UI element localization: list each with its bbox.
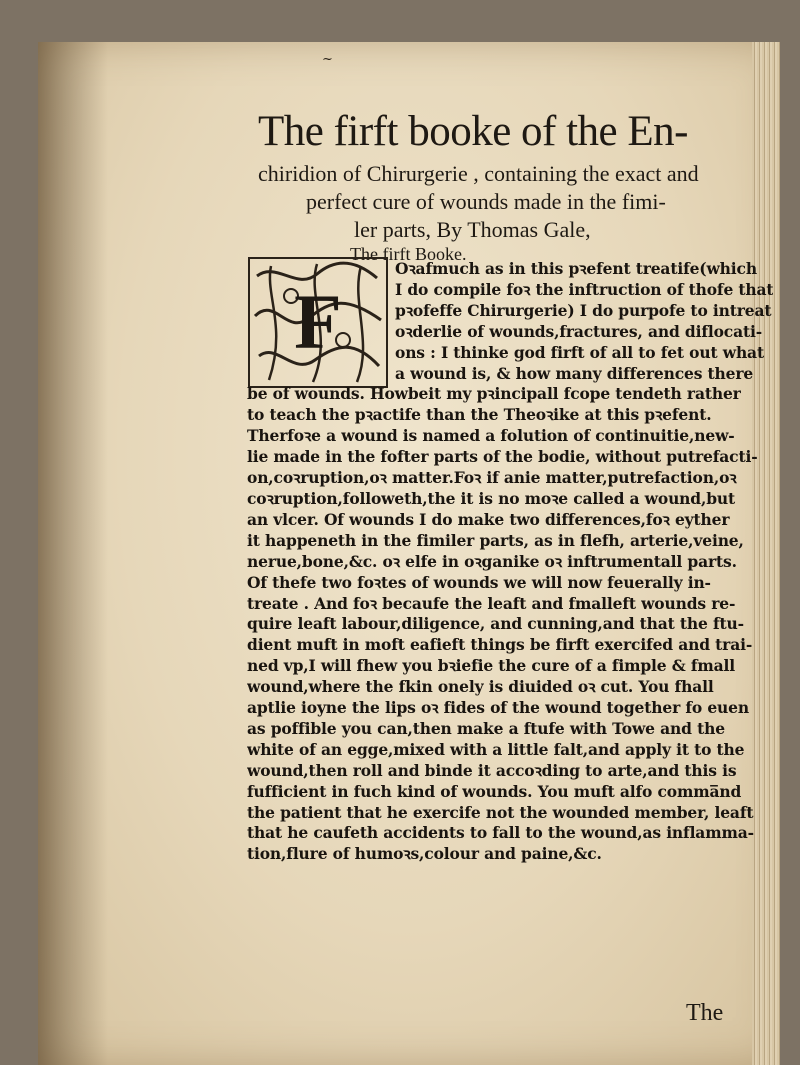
- signature-mark: ~: [322, 52, 333, 67]
- catchword: The: [686, 1000, 724, 1026]
- text-line: as poffible you can,then make a ftufe with Towe and the: [247, 718, 725, 738]
- text-line: be of wounds. Howbeit my pꝛincipall fcope tendeth rather: [247, 384, 741, 404]
- text-line: lie made in the fofter parts of the bodie, without putrefacti-: [247, 447, 758, 467]
- text-line: to teach the pꝛactife than the Theoꝛike at this pꝛefent.: [247, 405, 712, 425]
- text-line: oꝛderlie of wounds,fractures, and diflocati-: [395, 321, 762, 341]
- text-line: pꝛofeffe Chirurgerie) I do purpofe to intreat: [395, 300, 772, 320]
- text-line: that he caufeth accidents to fall to the wound,as inflamma-: [247, 823, 754, 843]
- text-line: ned vp,I will fhew you bꝛiefie the cure of a fimple & fmall: [247, 656, 735, 676]
- initial-letter: F: [294, 278, 342, 365]
- text-line: Of thefe two foꝛtes of wounds we will now feuerally in-: [247, 572, 711, 592]
- text-line: the patient that he exercife not the wounded member, leaft: [247, 802, 754, 822]
- text-line: a wound is, & how many differences there: [395, 363, 754, 383]
- text-line: it happeneth in the fimiler parts, as in flefh, arterie,veine,: [247, 530, 744, 550]
- text-line: wound,where the fkin onely is diuided oꝛ cut. You fhall: [247, 677, 714, 697]
- text-line: quire leaft labour,diligence, and cunning,and that the ftu-: [247, 614, 744, 634]
- heading-line-4: ler parts, By Thomas Gale,: [354, 217, 591, 242]
- text-line: I do compile foꝛ the inftruction of thofe that: [395, 279, 773, 299]
- section-subheading: The firft Booke.: [350, 244, 467, 264]
- text-line: dient muft in moft eafieft things be firft exercifed and trai-: [247, 635, 753, 655]
- heading-line-2: chiridion of Chirurgerie , containing the exact and: [258, 161, 699, 186]
- text-line: fufficient in fuch kind of wounds. You muft alfo comma̅nd: [247, 781, 742, 801]
- text-line: Therfoꝛe a wound is named a folution of continuitie,new-: [247, 426, 735, 446]
- heading-line-3: perfect cure of wounds made in the fimi-: [306, 189, 666, 214]
- text-line: coꝛruption,followeth,the it is no moꝛe called a wound,but: [247, 488, 736, 508]
- text-line: white of an egge,mixed with a little falt,and apply it to the: [247, 739, 745, 759]
- text-line: treate . And foꝛ becaufe the leaft and fmalleft wounds re-: [247, 593, 736, 613]
- text-line: on,coꝛruption,oꝛ matter.Foꝛ if anie matter,putrefaction,oꝛ: [247, 468, 737, 488]
- chapter-heading: [258, 108, 778, 244]
- text-line: nerue,bone,&c. oꝛ elfe in oꝛganike oꝛ inftrumentall parts.: [247, 551, 737, 571]
- text-line: aptlie ioyne the lips oꝛ fides of the wound together fo euen: [247, 698, 749, 718]
- text-line: an vlcer. Of wounds I do make two differences,foꝛ eyther: [247, 509, 730, 529]
- body-paragraph: [247, 259, 773, 865]
- text-line: ons : I thinke god firft of all to fet out what: [395, 342, 764, 362]
- page-gutter-shadow: [38, 42, 108, 1065]
- text-line: tion,flure of humoꝛs,colour and paine,&c.: [247, 844, 602, 864]
- text-line: wound,then roll and binde it accoꝛding to arte,and this is: [247, 760, 737, 780]
- heading-line-1: The firft booke of the En-: [258, 108, 688, 155]
- text-line: Oꝛafmuch as in this pꝛefent treatife(which: [395, 259, 757, 278]
